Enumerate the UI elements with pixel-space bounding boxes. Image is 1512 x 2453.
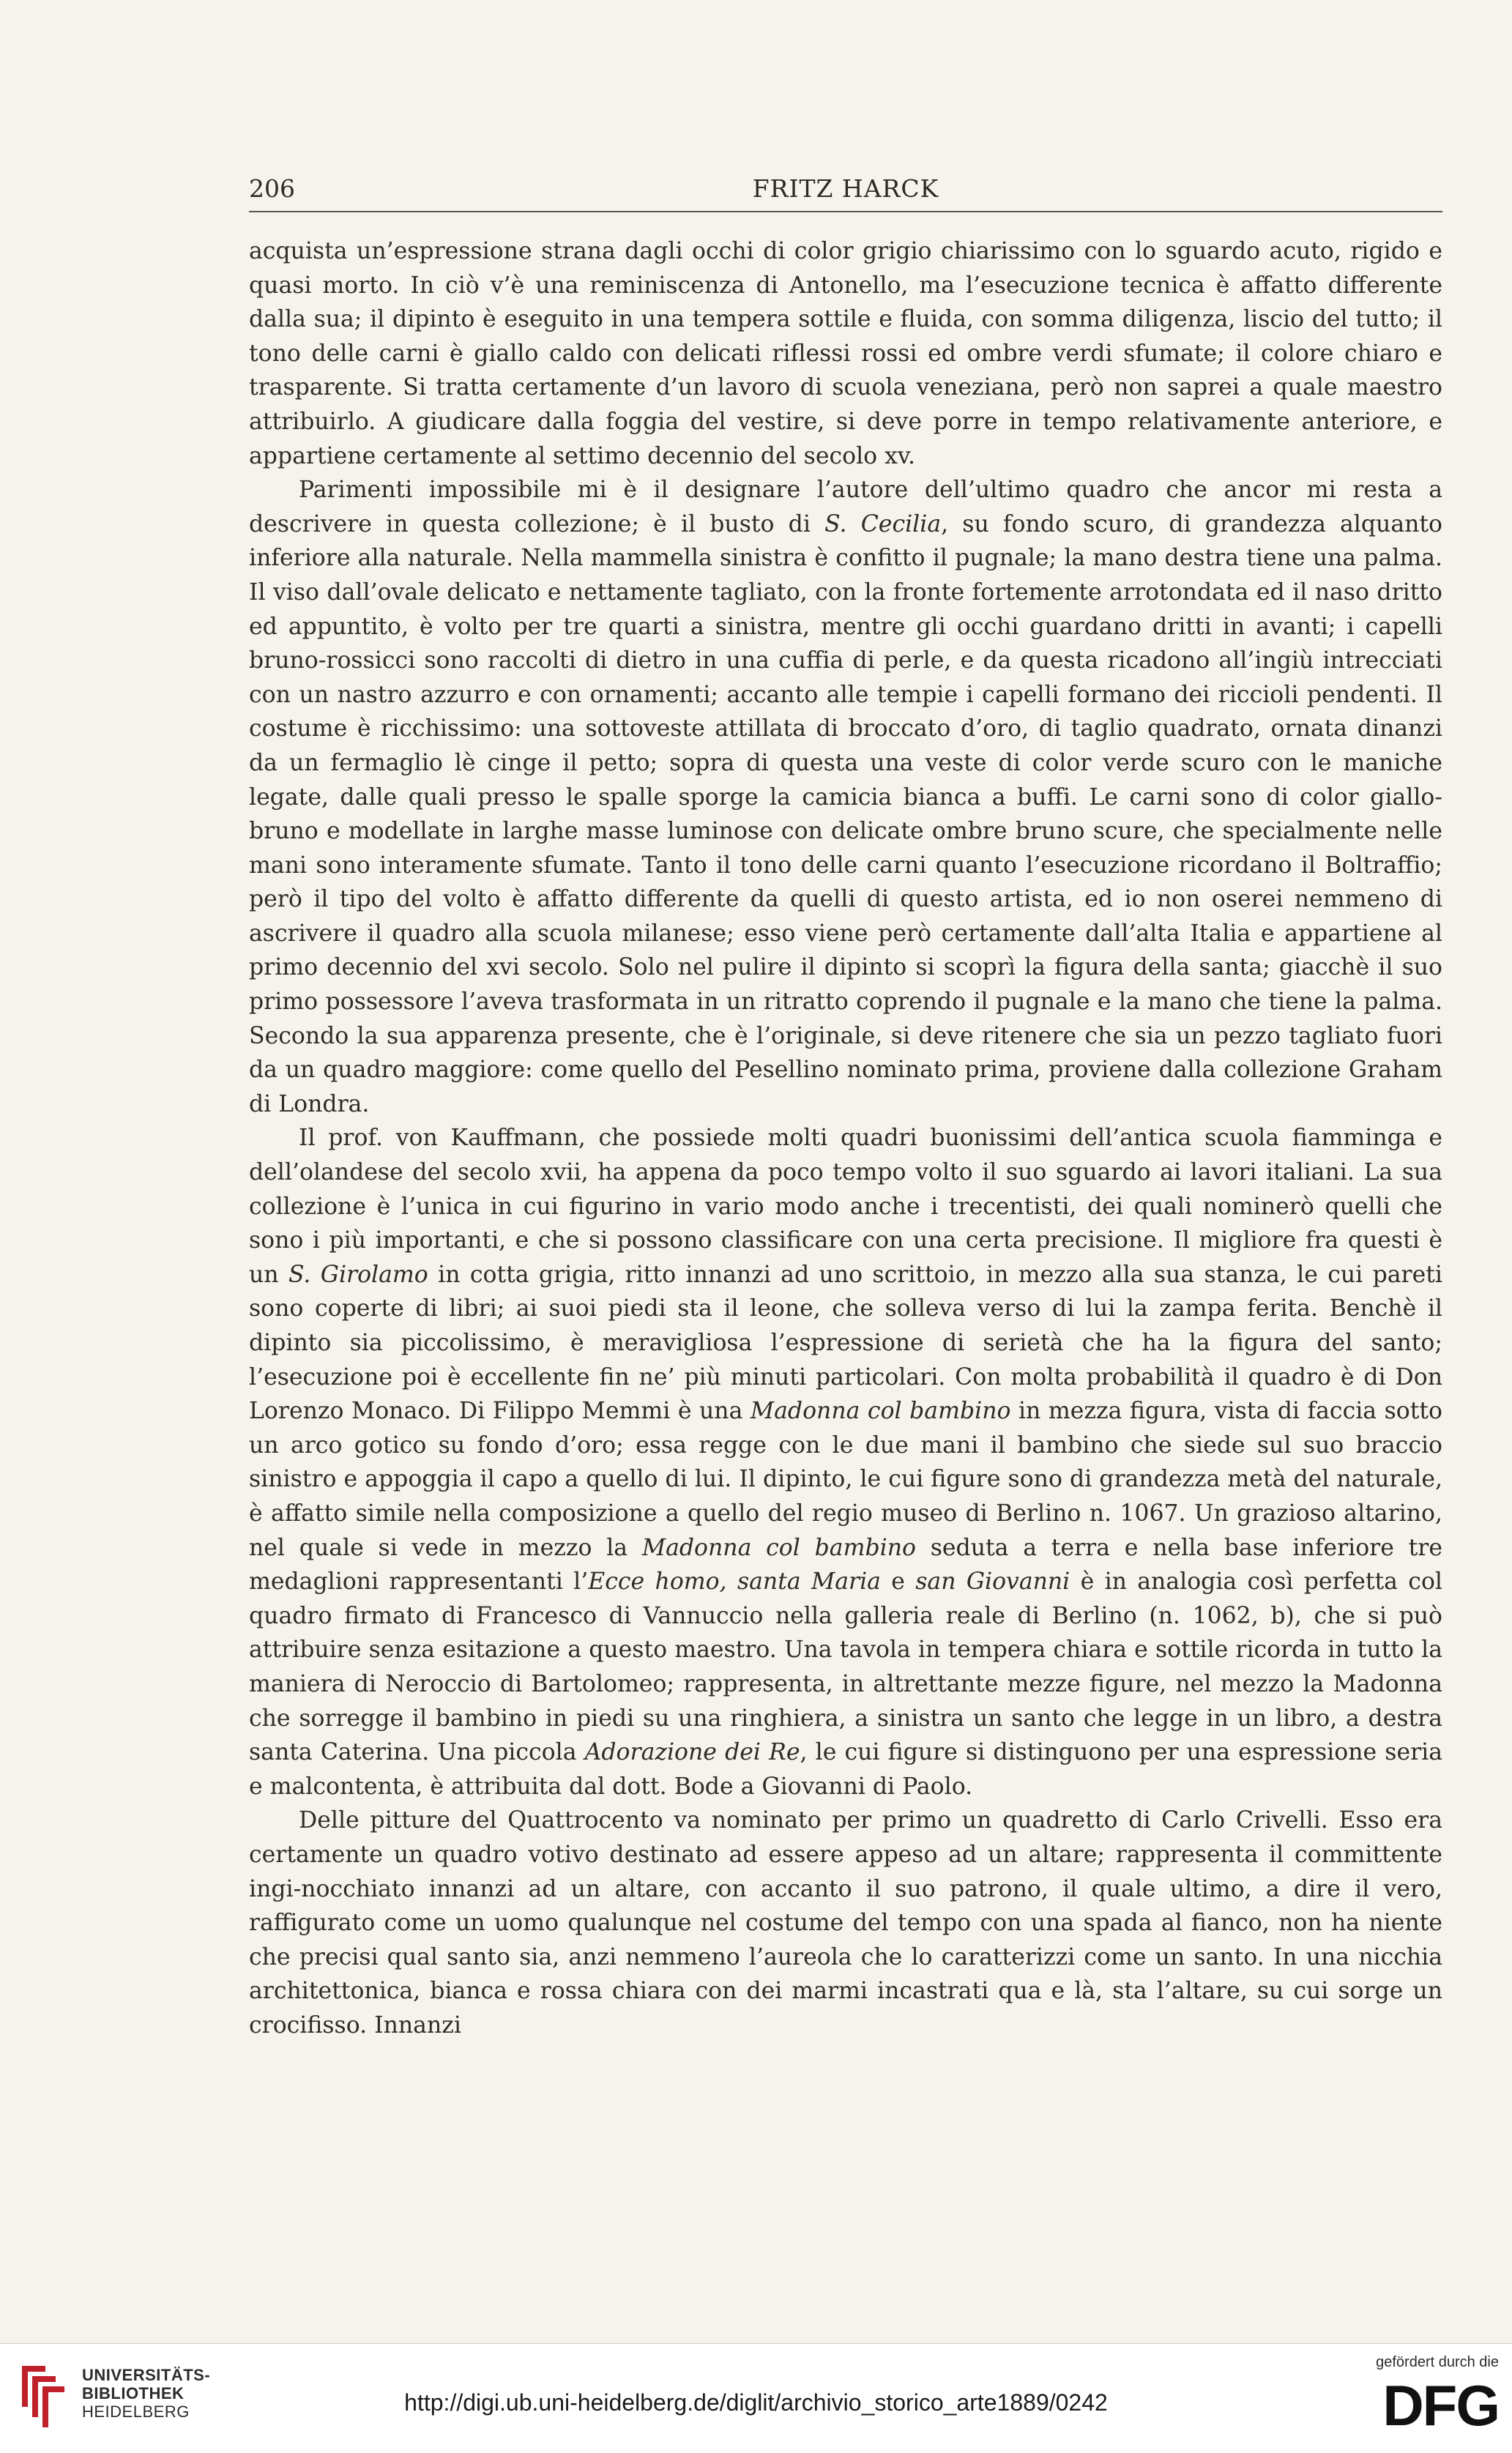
dfg-logo: DFG [1382,2373,1499,2438]
text-run: in mezza figura, vista di faccia sotto un arco gotico su fondo d’oro; essa regge con le due mani il bambino che siede sul suo braccio sinistro e appoggia il capo a quello di lui. Il dipinto, le cui figure sono di grandezza metà del naturale, è affatto simile nella composizione a quello del regio museo di Berlino n. 1067. Un grazioso altarino, nel quale si vede in mezzo la [249,1398,1443,1561]
text-run: in cotta grigia, ritto innanzi ad uno scrittoio, in mezzo alla sua stanza, le cui pareti sono coperte di libri; ai suoi piedi sta il leone, che solleva verso di lui la zampa ferita. Benchè il dipinto sia piccolissimo, è meravigliosa l’espressione di serietà che ha la figura del santo; l’esecuzione poi è eccellente fin ne’ più minuti particolari. Con molta probabilità il quadro è di Don Lorenzo Monaco. Di Filippo Memmi è una [249,1261,1442,1425]
text-run: seduta a terra e nella base inferiore tre medaglioni rappresentanti l’ [249,1534,1443,1596]
library-name-line: BIBLIOTHEK [82,2384,185,2402]
text-run: , le cui figure si distinguono per una espressione seria e malcontenta, è attribuita dal dott. Bode a Giovanni di Paolo. [249,1739,1442,1800]
page-number: 206 [249,174,295,203]
text-run: acquista un’espressione strana dagli occhi di color grigio chiarissimo con lo sguardo acuto, rigido e quasi morto. In ciò v’è una reminiscenza di Antonello, ma l’esecuzione tecnica è affatto differente dalla sua; il dipinto è eseguito in una tempera sottile e fluida, con somma diligenza, liscio del tutto; il tono delle carni è giallo caldo con delicati riflessi rossi ed ombre verdi sfumate; il colore chiaro e trasparente. Si tratta certamente d’un lavoro di scuola veneziana, però non saprei a quale maestro attribuirlo. A giudicare dalla foggia del vestire, si deve porre in tempo relativamente anteriore, e appartiene certamente al settimo decennio del secolo xv. [249,238,1442,469]
italic-title: S. Girolamo [288,1261,428,1288]
page-header [249,174,1442,212]
running-head: FRITZ HARCK [752,174,939,203]
sponsor-caption: gefördert durch die [1376,2354,1499,2370]
page-url-link[interactable]: http://digi.ub.uni-heidelberg.de/diglit/archivio_storico_arte1889/0242 [404,2389,1108,2416]
sponsor-block [1338,2354,1499,2438]
italic-title: san Giovanni [915,1568,1070,1596]
library-name-line: HEIDELBERG [82,2402,190,2421]
paragraph [249,473,1442,1121]
paragraph [249,1804,1442,2042]
paragraph [249,234,1442,473]
library-name-line: UNIVERSITÄTS- [82,2366,211,2384]
text-run: Delle pitture del Quattrocento va nominato per primo un quadretto di Carlo Crivelli. Esso era certamente un quadro votivo destinato ad essere appeso ad un altare; rappresenta il committente ingi-nocchiato innanzi ad un altare, con accanto il suo patrono, il quale ultimo, a dire il vero, raffigurato come un uomo qualunque nel costume del tempo con una spada al fianco, non ha niente che precisi qual santo sia, anzi nemmeno l’aureola che lo caratterizzi come un santo. In una nicchia architettonica, bianca e rossa chiara con dei marmi incastrati qua e là, sta l’altare, su cui sorge un crocifisso. Innanzi [249,1807,1442,2039]
paragraph [249,1121,1442,1804]
body-text [249,234,1442,2042]
italic-title: Madonna col bambino [641,1534,916,1561]
viewer-footer [0,2343,1512,2453]
italic-title: Ecce homo, santa Maria [588,1568,881,1596]
text-run: , su fondo scuro, di grandezza alquanto inferiore alla naturale. Nella mammella sinistra è confitto il pugnale; la mano destra tiene una palma. Il viso dall’ovale delicato e nettamente tagliato, con la fronte fortemente arrotondata ed il naso dritto ed appuntito, è volto per tre quarti a sinistra, mentre gli occhi guardano dritti in avanti; i capelli bruno-rossicci sono raccolti di dietro in una cuffia di perle, e da questa ricadono all’ingiù intrecciati con un nastro azzurro e con ornamenti; accanto alle tempie i capelli formano dei riccioli pendenti. Il costume è ricchissimo: una sottoveste attillata di broccato d’oro, di taglio quadrato, ornata dinanzi da un fermaglio lè cinge il petto; sopra di questa una veste di color verde scuro con le maniche legate, dalle quali presso le spalle sporge la camicia bianca a buffi. Le carni sono di color giallo-bruno e modellate in larghe masse luminose con delicate ombre bruno scure, che specialmente nelle mani sono interamente sfumate. Tanto il tono delle carni quanto l’esecuzione ricordano il Boltraffio; però il tipo del volto è affatto differente da quelli di questo artista, ed io non oserei nemmeno di ascrivere il quadro alla scuola milanese; esso viene però certamente dall’alta Italia e appartiene al primo decennio del xvi secolo. Solo nel pulire il dipinto si scoprì la figura della santa; giacchè il suo primo possessore l’aveva trasformata in un ritratto coprendo il pugnale e la mano che tiene la palma. Secondo la sua apparenza presente, che è l’originale, si deve ritenere che sia un pezzo tagliato fuori da un quadro maggiore: come quello del Pesellino nominato prima, proviene dalla collezione Graham di Londra. [249,510,1443,1117]
italic-title: Madonna col bambino [750,1398,1011,1425]
text-run: è in analogia così perfetta col quadro firmato di Francesco di Vannuccio nella galleria reale di Berlino (n. 1062, b), che si può attribuire senza esitazione a questo maestro. Una tavola in tempera chiara e sottile ricorda in tutto la maniera di Neroccio di Bartolomeo; rappresenta, in altrettante mezze figure, nel mezzo la Madonna che sorregge il bambino in piedi su una ringhiera, a sinistra un santo che legge in un libro, a destra santa Caterina. Una piccola [249,1568,1442,1766]
italic-title: Adorazione dei Re [584,1739,800,1766]
text-run: Il prof. von Kauffmann, che possiede molti quadri buonissimi dell’antica scuola fiamminga e dell’olandese del secolo xvii, ha appena da poco tempo volto il suo sguardo ai lavori italiani. La sua collezione è l’unica in cui figurino in vario modo anche i trecentisti, dei quali nominerò quelli che sono i più importanti, e che si possono classificare con una certa precisione. Il migliore fra questi è un [249,1125,1442,1288]
text-run: Parimenti impossibile mi è il designare l’autore dell’ultimo quadro che ancor mi resta a descrivere in questa collezione; è il busto di [249,477,1442,537]
italic-title: S. Cecilia [824,510,942,537]
text-run: e [880,1568,916,1596]
